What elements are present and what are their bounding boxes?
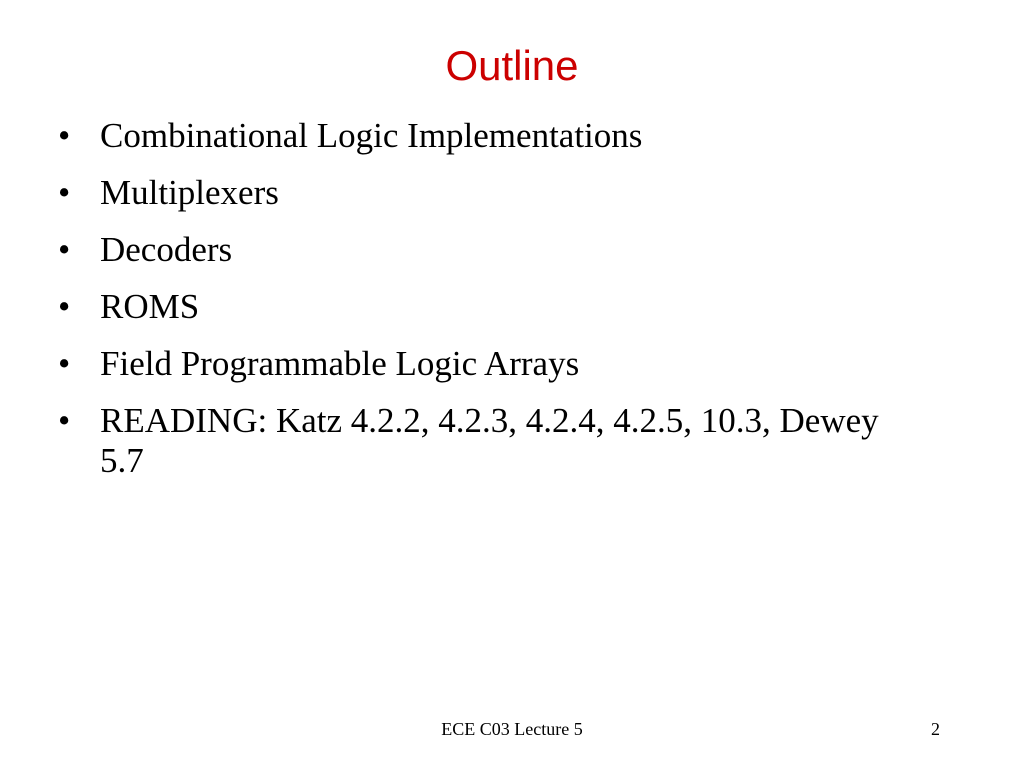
bullet-text: Combinational Logic Implementations <box>100 116 643 155</box>
bullet-item <box>58 116 918 156</box>
bullet-list <box>58 116 918 498</box>
bullet-icon: • <box>58 116 71 155</box>
bullet-text: ROMS <box>100 287 200 326</box>
bullet-text: Multiplexers <box>100 173 279 212</box>
bullet-item <box>58 173 918 213</box>
bullet-icon: • <box>58 230 71 269</box>
bullet-icon: • <box>58 344 71 383</box>
page-number: 2 <box>931 719 940 739</box>
bullet-item <box>58 287 918 327</box>
bullet-item <box>58 344 918 384</box>
bullet-text: Field Programmable Logic Arrays <box>100 344 580 383</box>
bullet-item <box>58 230 918 270</box>
footer-course-label: ECE C03 Lecture 5 <box>441 719 583 739</box>
bullet-icon: • <box>58 287 71 326</box>
slide-title: Outline <box>445 42 579 89</box>
bullet-text: READING: Katz 4.2.2, 4.2.3, 4.2.4, 4.2.5, 10.3, Dewey 5.7 <box>100 401 879 480</box>
bullet-icon: • <box>58 173 71 212</box>
bullet-icon: • <box>58 401 71 440</box>
bullet-item <box>58 401 918 481</box>
bullet-text: Decoders <box>100 230 233 269</box>
